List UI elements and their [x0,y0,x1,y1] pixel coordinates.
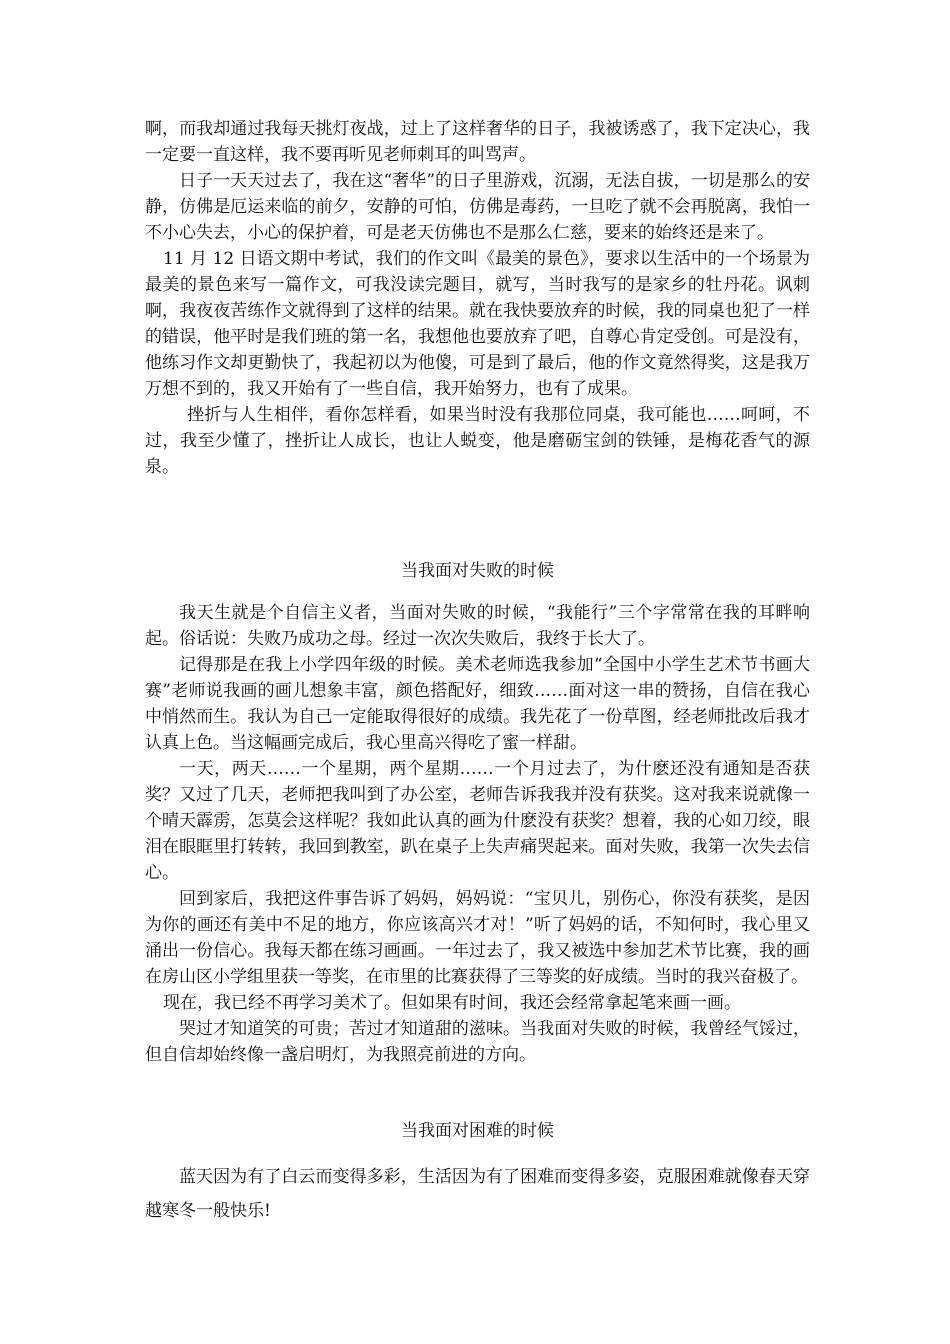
paragraph: 现在，我已经不再学习美术了。但如果有时间，我还会经常拿起笔来画一画。 [163,993,741,1013]
paragraph: 一天，两天……一个星期，两个星期……一个月过去了，为什麽还没有通知是否获奖？又过了几天，老师把我叫到了办公室，老师告诉我我并没有获奖。这对我来说就像一个晴天霹雳，怎莫会这样呢？我如此认真的画为什麽没有获奖？想着，我的心如刀绞，眼泪在眼眶里打转转，我回到教室，趴在桌子上失声痛哭起来。面对失败，我第一次失去信心。 [145,759,810,883]
section-1 [145,116,810,480]
section-2 [145,600,810,1068]
section-3-title: 当我面对困难的时候 [401,1121,554,1141]
section-3 [145,1160,810,1228]
paragraph: 挫折与人生相伴，看你怎样看，如果当时没有我那位同桌，我可能也……呵呵，不过，我至少懂了，挫折让人成长，也让人蜕变，他是磨砺宝剑的铁锤，是梅花香气的源泉。 [145,405,810,477]
paragraph: 啊，而我却通过我每天挑灯夜战，过上了这样奢华的日子，我被诱惑了，我下定决心，我一定要一直这样，我不要再听见老师刺耳的叫骂声。 [145,119,810,165]
section-2-title: 当我面对失败的时候 [401,561,554,581]
paragraph: 我天生就是个自信主义者，当面对失败的时候，“我能行”三个字常常在我的耳畔响起。俗话说：失败乃成功之母。经过一次次失败后，我终于长大了。 [145,603,810,649]
paragraph: 记得那是在我上小学四年级的时候。美术老师选我参加“全国中小学生艺术节书画大赛”老师说我画的画儿想象丰富，颜色搭配好，细致……面对这一串的赞扬，自信在我心中悄然而生。我认为自己一定能取得很好的成绩。我先花了一份草图，经老师批改后我才认真上色。当这幅画完成后，我心里高兴得吃了蜜一样甜。 [145,655,810,753]
paragraph: 哭过才知道笑的可贵；苦过才知道甜的滋味。当我面对失败的时候，我曾经气馁过，但自信却始终像一盏启明灯，为我照亮前进的方向。 [145,1019,810,1065]
paragraph: 蓝天因为有了白云而变得多彩，生活因为有了困难而变得多姿，克服困难就像春天穿越寒冬一般快乐! [145,1167,810,1221]
paragraph: 日子一天天过去了，我在这“奢华”的日子里游戏，沉溺，无法自拔，一切是那么的安静，仿佛是厄运来临的前夕，安静的可怕，仿佛是毒药，一旦吃了就不会再脱离，我怕一不小心失去，小心的保护着，可是老天仿佛也不是那么仁慈，要来的始终还是来了。 [145,171,810,243]
paragraph: 11 月 12 日语文期中考试，我们的作文叫《最美的景色》，要求以生活中的一个场景为最美的景色来写一篇作文，可我没读完题目，就写，当时我写的是家乡的牡丹花。讽刺啊，我夜夜苦练作文就得到了这样的结果。就在我快要放弃的时候，我的同桌也犯了一样的错误，他平时是我们班的第一名，我想他也要放弃了吧，自尊心肯定受创。可是没有，他练习作文却更勤快了，我起初以为他傻，可是到了最后，他的作文竟然得奖，这是我万万想不到的，我又开始有了一些自信，我开始努力，也有了成果。 [145,249,810,399]
paragraph: 回到家后，我把这件事告诉了妈妈，妈妈说：“宝贝儿，别伤心，你没有获奖，是因为你的画还有美中不足的地方，你应该高兴才对！”听了妈妈的话，不知何时，我心里又涌出一份信心。我每天都在练习画画。一年过去了，我又被选中参加艺术节比赛，我的画在房山区小学组里获一等奖，在市里的比赛获得了三等奖的好成绩。当时的我兴奋极了。 [145,889,810,987]
